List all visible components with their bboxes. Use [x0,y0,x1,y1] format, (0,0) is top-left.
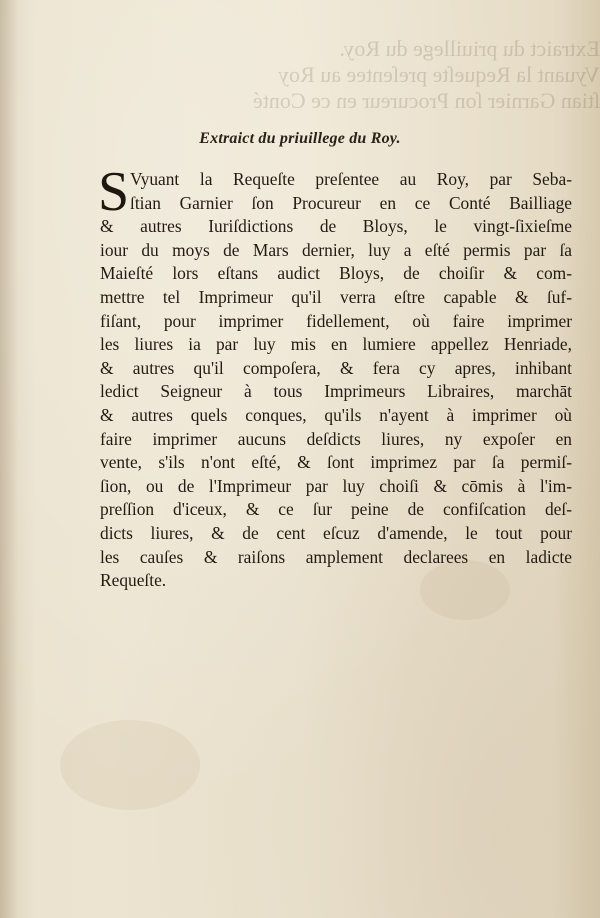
text-line: faire imprimer aucuns deſdicts liures, ny expoſer en [100,428,572,449]
text-line: les cauſes & raiſons amplement declarees en ladicte [100,546,572,567]
text-line: Vyuant la Requeſte preſentee au Roy, par Seba- [130,169,572,189]
text-line: dicts liures, & de cent eſcuz d'amende, le tout pour [100,522,572,543]
text-line: mettre tel Imprimeur qu'il verra eſtre capable & ſuf- [100,286,572,307]
privilege-body-text [98,161,572,593]
text-line: iour du moys de Mars dernier, luy a eſté permis par ſa [100,239,572,260]
drop-cap-letter: S [98,161,130,223]
text-line: & autres qu'il compoſera, & fera cy apres, inhibant [100,357,572,378]
bleed-through-text: Extraict du priuillege du Roy. Vyuant la Requeſte preſentee au Roy ſtian Garnier ſon Procureur en ce Conté [253,36,600,113]
text-line: & autres quels conques, qu'ils n'ayent à imprimer où [100,404,572,425]
text-line: les liures ia par luy mis en lumiere appellez Henriade, [100,334,572,355]
privilege-heading: Extraict du priuillege du Roy. [199,130,401,147]
text-line: ledict Seigneur à tous Imprimeurs Libraires, marchāt [100,381,572,402]
paper-stain [60,720,200,810]
text-line: Requeſte. [100,570,167,591]
text-line: & autres Iuriſdictions de Bloys, le vingt-ſixieſme [100,216,572,237]
text-line: preſſion d'iceux, & ce ſur peine de confiſcation deſ- [100,499,572,520]
text-line: ſtian Garnier ſon Procureur en ce Conté Bailliage [130,192,572,213]
text-line: ſion, ou de l'Imprimeur par luy choiſi & cōmis à l'im- [100,475,572,496]
text-line: Maieſté lors eſtans audict Bloys, de choiſir & com- [100,263,572,284]
text-line: fiſant, pour imprimer fidellement, où faire imprimer [100,310,572,331]
text-line: vente, s'ils n'ont eſté, & ſont imprimez par ſa permiſ- [100,452,572,473]
